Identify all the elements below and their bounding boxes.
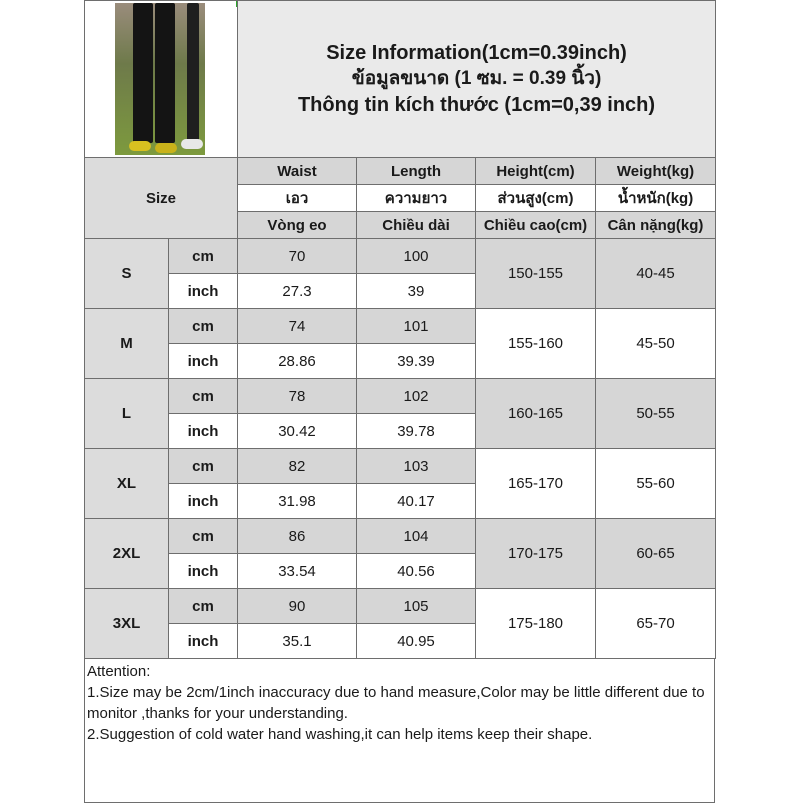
size-cell: XL: [85, 449, 169, 519]
weight-range: 60-65: [596, 519, 716, 589]
product-photo: [115, 3, 205, 155]
unit-inch: inch: [169, 484, 238, 519]
size-heading: Size: [85, 158, 238, 239]
col-height-vi: Chiều cao(cm): [476, 212, 596, 239]
length-inch: 40.17: [357, 484, 476, 519]
title-block: [238, 1, 716, 158]
weight-range: 50-55: [596, 379, 716, 449]
height-range: 155-160: [476, 309, 596, 379]
waist-inch: 27.3: [238, 274, 357, 309]
unit-inch: inch: [169, 554, 238, 589]
unit-inch: inch: [169, 414, 238, 449]
col-waist-th: เอว: [238, 185, 357, 212]
table-row: [85, 379, 716, 414]
attention-heading: Attention:: [87, 663, 151, 680]
size-cell: S: [85, 239, 169, 309]
attention-notes: [84, 659, 715, 803]
unit-cm: cm: [169, 379, 238, 414]
height-range: 175-180: [476, 589, 596, 659]
waist-inch: 31.98: [238, 484, 357, 519]
length-inch: 39: [357, 274, 476, 309]
col-waist-vi: Vòng eo: [238, 212, 357, 239]
table-row: [85, 519, 716, 554]
height-range: 150-155: [476, 239, 596, 309]
product-photo-cell: [85, 1, 238, 158]
attention-note-2: 2.Suggestion of cold water hand washing,it can help items keep their shape.: [87, 726, 593, 743]
waist-inch: 28.86: [238, 344, 357, 379]
waist-cm: 82: [238, 449, 357, 484]
unit-cm: cm: [169, 589, 238, 624]
size-cell: L: [85, 379, 169, 449]
corner-marker: [236, 1, 238, 7]
length-inch: 39.78: [357, 414, 476, 449]
col-height-th: ส่วนสูง(cm): [476, 185, 596, 212]
weight-range: 40-45: [596, 239, 716, 309]
size-cell: 3XL: [85, 589, 169, 659]
waist-cm: 74: [238, 309, 357, 344]
length-cm: 105: [357, 589, 476, 624]
col-weight-en: Weight(kg): [596, 158, 716, 185]
waist-cm: 78: [238, 379, 357, 414]
unit-cm: cm: [169, 239, 238, 274]
height-range: 160-165: [476, 379, 596, 449]
waist-inch: 30.42: [238, 414, 357, 449]
attention-note-1: 1.Size may be 2cm/1inch inaccuracy due to hand measure,Color may be little different due to monitor ,thanks for your understanding.: [87, 684, 705, 722]
col-weight-th: น้ำหนัก(kg): [596, 185, 716, 212]
col-length-en: Length: [357, 158, 476, 185]
col-waist-en: Waist: [238, 158, 357, 185]
title-english: Size Information(1cm=0.39inch): [326, 42, 627, 64]
weight-range: 65-70: [596, 589, 716, 659]
title-vietnamese: Thông tin kích thước (1cm=0,39 inch): [297, 94, 656, 116]
size-cell: M: [85, 309, 169, 379]
col-height-en: Height(cm): [476, 158, 596, 185]
col-length-th: ความยาว: [357, 185, 476, 212]
unit-cm: cm: [169, 309, 238, 344]
length-cm: 103: [357, 449, 476, 484]
waist-inch: 35.1: [238, 624, 357, 659]
size-cell: 2XL: [85, 519, 169, 589]
unit-inch: inch: [169, 344, 238, 379]
length-cm: 100: [357, 239, 476, 274]
height-range: 165-170: [476, 449, 596, 519]
unit-cm: cm: [169, 519, 238, 554]
height-range: 170-175: [476, 519, 596, 589]
length-inch: 40.56: [357, 554, 476, 589]
weight-range: 55-60: [596, 449, 716, 519]
length-cm: 102: [357, 379, 476, 414]
waist-inch: 33.54: [238, 554, 357, 589]
table-row: [85, 589, 716, 624]
length-cm: 104: [357, 519, 476, 554]
table-row: [85, 309, 716, 344]
table-row: [85, 449, 716, 484]
length-inch: 39.39: [357, 344, 476, 379]
unit-cm: cm: [169, 449, 238, 484]
unit-inch: inch: [169, 274, 238, 309]
table-row: [85, 239, 716, 274]
unit-inch: inch: [169, 624, 238, 659]
weight-range: 45-50: [596, 309, 716, 379]
waist-cm: 86: [238, 519, 357, 554]
size-chart: [84, 0, 715, 800]
title-thai: ข้อมูลขนาด (1 ซม. = 0.39 นิ้ว): [351, 68, 602, 89]
length-cm: 101: [357, 309, 476, 344]
waist-cm: 70: [238, 239, 357, 274]
col-length-vi: Chiều dài: [357, 212, 476, 239]
length-inch: 40.95: [357, 624, 476, 659]
size-table: [84, 0, 716, 659]
col-weight-vi: Cân nặng(kg): [596, 212, 716, 239]
waist-cm: 90: [238, 589, 357, 624]
